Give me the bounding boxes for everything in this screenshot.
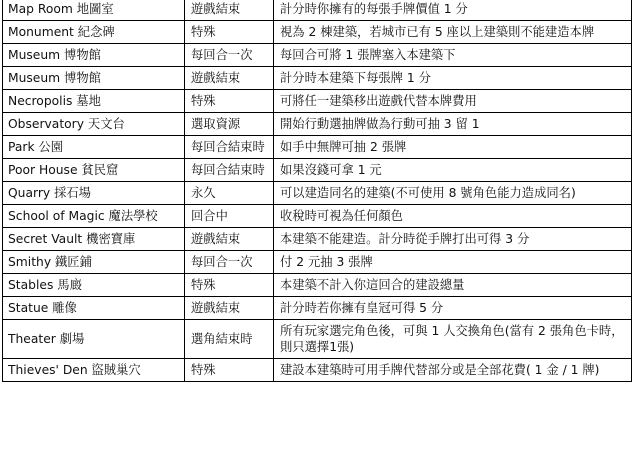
table-row <box>3 159 632 182</box>
building-name: Poor House 貧民窟 <box>3 159 185 182</box>
effect: 收稅時可視為任何顏色 <box>274 205 632 228</box>
building-name: Secret Vault 機密寶庫 <box>3 228 185 251</box>
timing: 每回合結束時 <box>185 159 274 182</box>
effect: 本建築不能建造。計分時從手牌打出可得 3 分 <box>274 228 632 251</box>
table-row <box>3 205 632 228</box>
effect: 計分時本建築下每張牌 1 分 <box>274 67 632 90</box>
table-row <box>3 251 632 274</box>
timing: 特殊 <box>185 274 274 297</box>
table-row <box>3 297 632 320</box>
table-row <box>3 359 632 382</box>
table-row <box>3 90 632 113</box>
timing: 遊戲結束 <box>185 0 274 21</box>
building-name: Museum 博物館 <box>3 67 185 90</box>
effect: 如果沒錢可拿 1 元 <box>274 159 632 182</box>
timing: 每回合一次 <box>185 44 274 67</box>
building-name: Park 公園 <box>3 136 185 159</box>
building-name: Necropolis 墓地 <box>3 90 185 113</box>
effect: 開始行動選抽牌做為行動可抽 3 留 1 <box>274 113 632 136</box>
building-name: Museum 博物館 <box>3 44 185 67</box>
card-table <box>2 0 632 382</box>
effect: 如手中無牌可抽 2 張牌 <box>274 136 632 159</box>
table-row <box>3 274 632 297</box>
building-name: Monument 紀念碑 <box>3 21 185 44</box>
table-row <box>3 182 632 205</box>
table-row <box>3 0 632 21</box>
effect: 所有玩家選完角色後，可與 1 人交換角色(當有 2 張角色卡時，則只選擇1張) <box>274 320 632 359</box>
building-name: Observatory 天文台 <box>3 113 185 136</box>
building-name: Quarry 採石場 <box>3 182 185 205</box>
effect: 計分時你擁有的每張手牌價值 1 分 <box>274 0 632 21</box>
building-name: Smithy 鐵匠鋪 <box>3 251 185 274</box>
table-row <box>3 21 632 44</box>
timing: 每回合結束時 <box>185 136 274 159</box>
effect: 建設本建築時可用手牌代替部分或是全部花費( 1 金 / 1 牌) <box>274 359 632 382</box>
table-row <box>3 228 632 251</box>
timing: 遊戲結束 <box>185 228 274 251</box>
effect: 每回合可將 1 張牌塞入本建築下 <box>274 44 632 67</box>
effect: 計分時若你擁有皇冠可得 5 分 <box>274 297 632 320</box>
timing: 每回合一次 <box>185 251 274 274</box>
table-row <box>3 44 632 67</box>
effect: 視為 2 棟建築，若城市已有 5 座以上建築則不能建造本牌 <box>274 21 632 44</box>
effect: 本建築不計入你這回合的建設總量 <box>274 274 632 297</box>
effect: 可以建造同名的建築(不可使用 8 號角色能力造成同名) <box>274 182 632 205</box>
timing: 選角結束時 <box>185 320 274 359</box>
building-name: School of Magic 魔法學校 <box>3 205 185 228</box>
timing: 選取資源 <box>185 113 274 136</box>
table-row <box>3 136 632 159</box>
effect: 付 2 元抽 3 張牌 <box>274 251 632 274</box>
table-row <box>3 320 632 359</box>
building-name: Theater 劇場 <box>3 320 185 359</box>
table-row <box>3 67 632 90</box>
timing: 特殊 <box>185 90 274 113</box>
building-name: Map Room 地圖室 <box>3 0 185 21</box>
timing: 遊戲結束 <box>185 297 274 320</box>
table-row <box>3 113 632 136</box>
timing: 特殊 <box>185 359 274 382</box>
building-name: Statue 雕像 <box>3 297 185 320</box>
timing: 永久 <box>185 182 274 205</box>
effect: 可將任一建築移出遊戲代替本牌費用 <box>274 90 632 113</box>
building-name: Stables 馬廄 <box>3 274 185 297</box>
timing: 回合中 <box>185 205 274 228</box>
building-name: Thieves' Den 盜賊巢穴 <box>3 359 185 382</box>
timing: 遊戲結束 <box>185 67 274 90</box>
timing: 特殊 <box>185 21 274 44</box>
